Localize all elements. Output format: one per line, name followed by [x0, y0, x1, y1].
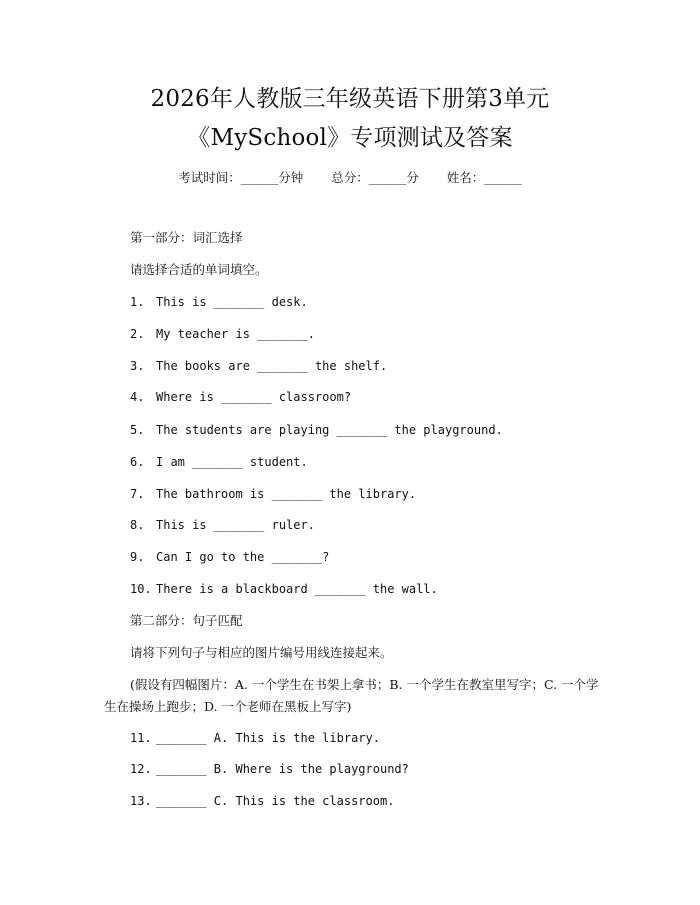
question-2 [130, 325, 315, 343]
question-5 [130, 421, 503, 439]
question-text: _______ C. This is the classroom. [156, 794, 395, 808]
question-text: This is _______ desk. [156, 295, 308, 309]
question-9 [130, 548, 329, 566]
question-number: 3. [130, 359, 145, 373]
question-text: The books are _______ the shelf. [156, 359, 388, 373]
question-number: 10. [130, 582, 152, 596]
document-title-line2: 《MySchool》专项测试及答案 [187, 125, 513, 151]
question-11 [130, 729, 380, 747]
question-text: Can I go to the _______? [156, 550, 330, 564]
student-name-label: 姓名：______ [446, 170, 522, 185]
question-number: 6. [130, 455, 145, 469]
question-text: This is _______ ruler. [156, 518, 315, 532]
question-text: Where is _______ classroom? [156, 390, 352, 404]
question-number: 12. [130, 762, 152, 776]
question-number: 4. [130, 390, 145, 404]
question-number: 2. [130, 327, 145, 341]
question-text: The bathroom is _______ the library. [156, 487, 417, 501]
question-7 [130, 485, 416, 503]
question-10 [130, 580, 438, 598]
part2-heading: 第二部分：句子匹配 [130, 613, 243, 628]
question-number: 13. [130, 794, 152, 808]
question-text: I am _______ student. [156, 455, 308, 469]
question-6 [130, 453, 308, 471]
exam-info-row [0, 169, 700, 187]
question-text: _______ A. This is the library. [156, 731, 380, 745]
total-score-label: 总分：______分 [331, 170, 419, 185]
question-number: 11. [130, 731, 152, 745]
document-title-line1: 2026年人教版三年级英语下册第3单元 [150, 86, 550, 112]
part1-instruction: 请选择合适的单词填空。 [130, 262, 268, 277]
question-number: 8. [130, 518, 145, 532]
question-text: _______ B. Where is the playground? [156, 762, 409, 776]
question-number: 9. [130, 550, 145, 564]
question-8 [130, 516, 315, 534]
question-4 [130, 388, 351, 406]
question-3 [130, 357, 387, 375]
part1-heading: 第一部分：词汇选择 [130, 230, 243, 245]
part2-instruction: 请将下列句子与相应的图片编号用线连接起来。 [130, 645, 393, 660]
exam-time-label: 考试时间：______分钟 [178, 170, 304, 185]
question-text: My teacher is _______. [156, 327, 315, 341]
question-number: 1. [130, 295, 145, 309]
question-13 [130, 792, 394, 810]
question-1 [130, 293, 308, 311]
part2-note: (假设有四幅图片：A. 一个学生在书架上拿书；B. 一个学生在教室里写字；C. 一个学生在操场上跑步；D. 一个老师在黑板上写字) [104, 677, 599, 714]
question-text: There is a blackboard _______ the wall. [156, 582, 438, 596]
question-12 [130, 760, 409, 778]
question-number: 7. [130, 487, 145, 501]
question-number: 5. [130, 423, 145, 437]
question-text: The students are playing _______ the playground. [156, 423, 503, 437]
